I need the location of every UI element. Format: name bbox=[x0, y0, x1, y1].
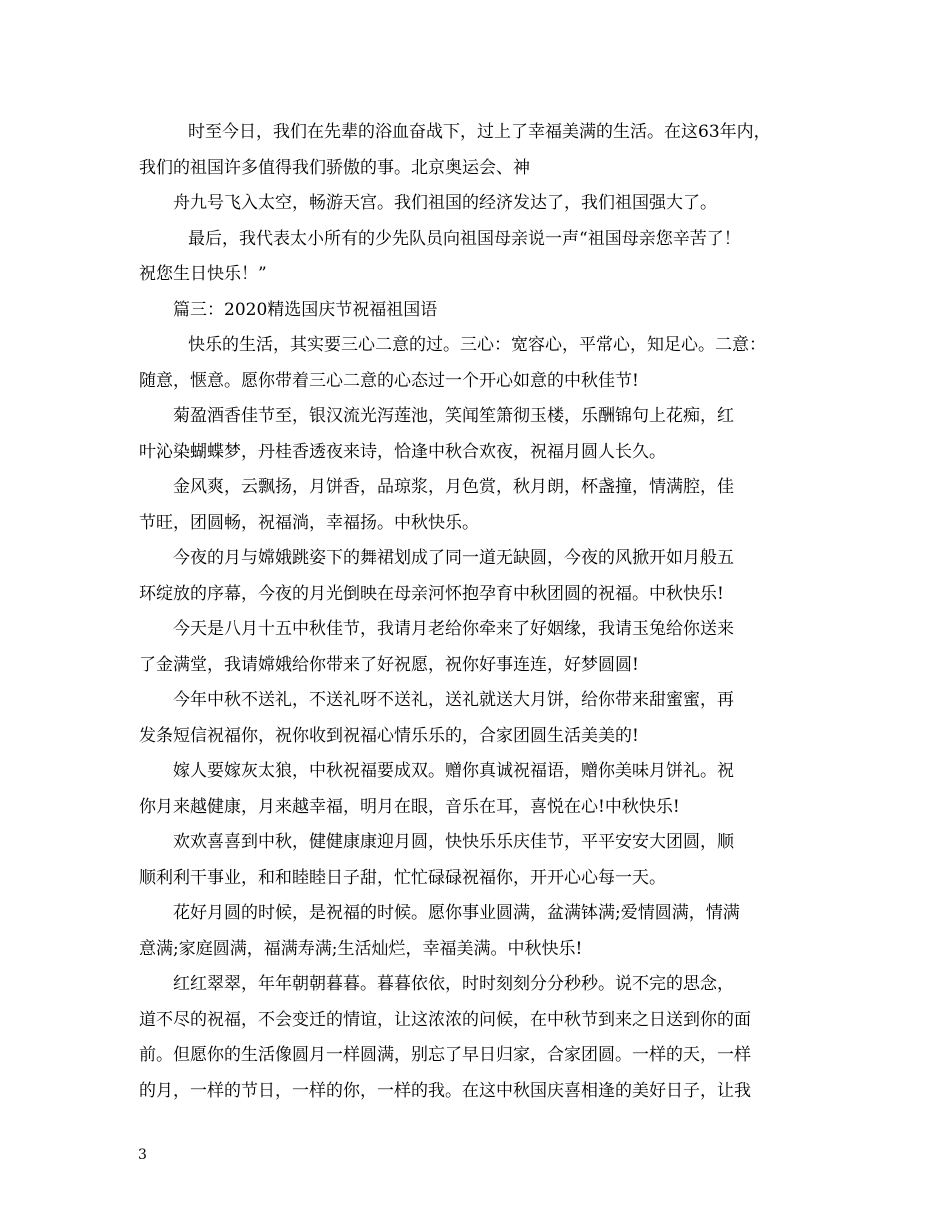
text-line: 你月来越健康，月来越幸福，明月在眼，音乐在耳，喜悦在心!中秋快乐! bbox=[139, 796, 680, 817]
text-line: 嫁人要嫁灰太狼，中秋祝福要成双。赠你真诚祝福语，赠你美味月饼礼。祝 bbox=[173, 761, 734, 781]
text-line: 环绽放的序幕，今夜的月光倒映在母亲河怀抱孕育中秋团圆的祝福。中秋快乐! bbox=[139, 583, 724, 604]
text-line: 顺利利干事业，和和睦睦日子甜，忙忙碌碌祝福你，开开心心每一天。 bbox=[139, 867, 666, 888]
text-line: 欢欢喜喜到中秋，健健康康迎月圆，快快乐乐庆佳节，平平安安大团圆，顺 bbox=[173, 832, 734, 852]
section-heading: 篇三：2020精选国庆节祝福祖国语 bbox=[173, 299, 438, 320]
text-line: 节旺，团圆畅，祝福淌，幸福扬。中秋快乐。 bbox=[139, 512, 479, 533]
text-line: 今年中秋不送礼，不送礼呀不送礼，送礼就送大月饼，给你带来甜蜜蜜，再 bbox=[173, 690, 734, 710]
text-line: 了金满堂，我请嫦娥给你带来了好祝愿，祝你好事连连，好梦圆圆! bbox=[139, 654, 639, 675]
text-line: 舟九号飞入太空，畅游天宫。我们祖国的经济发达了，我们祖国强大了。 bbox=[173, 193, 717, 213]
text-line: 意满;家庭圆满，福满寿满;生活灿烂，幸福美满。中秋快乐! bbox=[139, 938, 583, 959]
text-line: 今夜的月与嫦娥跳姿下的舞裙划成了同一道无缺圆，今夜的风掀开如月般五 bbox=[173, 548, 734, 568]
text-line: 发条短信祝福你，祝你收到祝福心情乐乐的，合家团圆生活美美的! bbox=[139, 725, 639, 746]
text-line: 金风爽，云飘扬，月饼香，品琼浆，月色赏，秋月朗，杯盏撞，情满腔，佳 bbox=[173, 477, 734, 497]
text-line: 时至今日，我们在先辈的浴血奋战下，过上了幸福美满的生活。在这63年内， bbox=[188, 122, 771, 142]
text-line: 叶沁染蝴蝶梦，丹桂香透夜来诗，恰逢中秋合欢夜，祝福月圆人长久。 bbox=[139, 441, 666, 462]
text-line: 随意，惬意。愿你带着三心二意的心态过一个开心如意的中秋佳节! bbox=[139, 370, 639, 391]
text-line: 道不尽的祝福，不会变迁的情谊，让这浓浓的问候，在中秋节到来之日送到你的面 bbox=[139, 1009, 751, 1030]
page-number: 3 bbox=[138, 1147, 147, 1163]
text-line: 我们的祖国许多值得我们骄傲的事。北京奥运会、神 bbox=[139, 157, 530, 178]
text-line: 红红翠翠，年年朝朝暮暮。暮暮依依，时时刻刻分分秒秒。说不完的思念， bbox=[173, 974, 734, 994]
text-line: 菊盈酒香佳节至，银汉流光泻莲池，笑闻笙箫彻玉楼，乐酬锦句上花痴，红 bbox=[173, 406, 734, 426]
text-line: 前。但愿你的生活像圆月一样圆满，别忘了早日归家，合家团圆。一样的天，一样 bbox=[139, 1045, 751, 1065]
text-line: 祝您生日快乐！” bbox=[139, 264, 267, 284]
text-line: 快乐的生活，其实要三心二意的过。三心：宽容心，平常心，知足心。二意： bbox=[188, 335, 766, 355]
document-body bbox=[139, 115, 829, 1109]
text-line: 今天是八月十五中秋佳节，我请月老给你牵来了好姻缘，我请玉兔给你送来 bbox=[173, 619, 734, 639]
text-line: 最后，我代表太小所有的少先队员向祖国母亲说一声“祖国母亲您辛苦了！ bbox=[188, 228, 741, 249]
text-line: 花好月圆的时候，是祝福的时候。愿你事业圆满，盆满钵满;爱情圆满，情满 bbox=[173, 903, 740, 923]
text-line: 的月，一样的节日，一样的你，一样的我。在这中秋国庆喜相逢的美好日子，让我 bbox=[139, 1080, 751, 1101]
